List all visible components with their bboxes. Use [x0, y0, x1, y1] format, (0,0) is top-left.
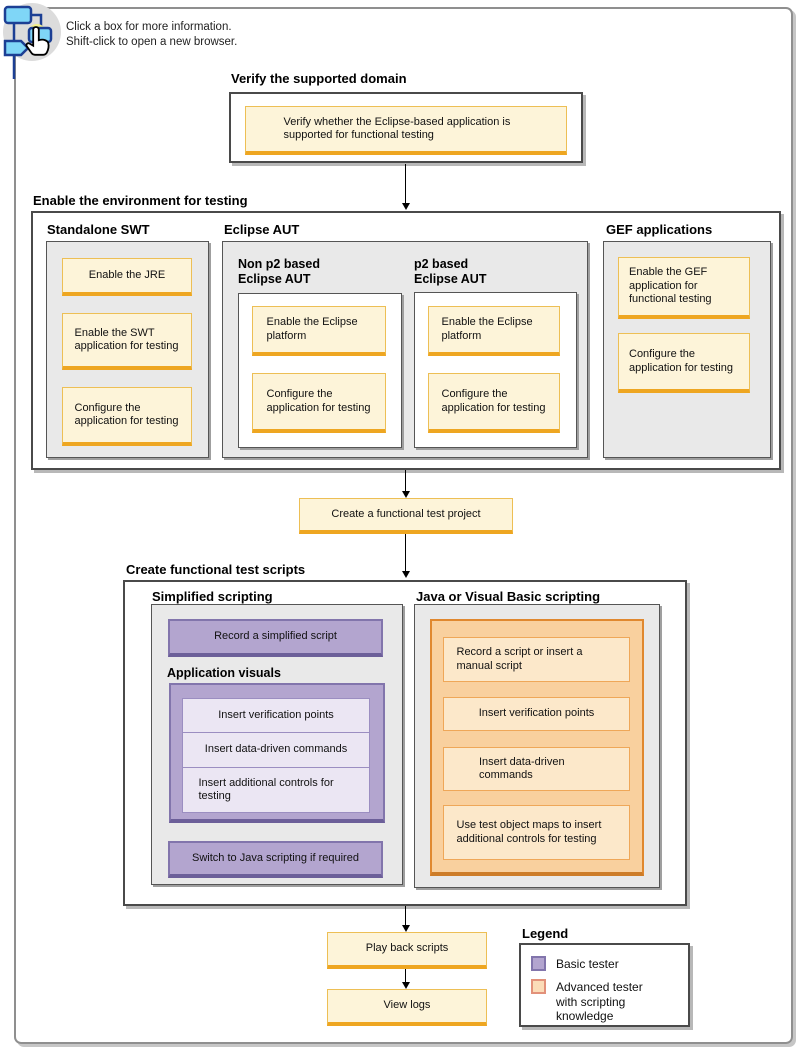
basic-tester-label: Basic tester [556, 957, 619, 971]
insert-verification-points-label: Insert verification points [218, 708, 334, 721]
instruction-line-1: Click a box for more information. [66, 21, 232, 33]
flow-arrow [405, 164, 406, 203]
gef-enable-label: Enable the GEF application for functional testing [629, 266, 712, 306]
swt-configure-app-label: Configure the application for testing [74, 401, 179, 427]
legend-title: Legend [522, 926, 569, 941]
flow-arrow [405, 906, 406, 925]
gef-configure-label: Configure the application for testing [629, 348, 733, 374]
non-p2-title: Non p2 based Eclipse AUT [238, 257, 320, 286]
java-vb-scripting-title: Java or Visual Basic scripting [416, 589, 601, 604]
gef-enable-box[interactable] [618, 257, 750, 319]
test-object-maps-label: Use test object maps to insert additional controls for testing [456, 819, 602, 845]
scripts-section-title: Create functional test scripts [126, 562, 306, 577]
java-insert-data-driven-box[interactable] [443, 747, 630, 791]
flow-arrow [405, 969, 406, 982]
switch-to-java-box[interactable] [168, 841, 383, 878]
flow-arrowhead [402, 491, 410, 498]
advanced-tester-swatch [531, 979, 546, 994]
swt-enable-app-label: Enable the SWT application for testing [74, 326, 179, 352]
p2-configure-box[interactable] [428, 373, 560, 433]
record-simplified-script-label: Record a simplified script [214, 630, 337, 643]
flow-arrow [405, 470, 406, 491]
application-visuals-title: Application visuals [167, 666, 281, 680]
insert-data-driven-commands-box[interactable] [182, 732, 370, 768]
flow-arrowhead [402, 982, 410, 989]
swt-enable-jre-box[interactable] [62, 258, 192, 296]
create-project-box[interactable] [299, 498, 513, 534]
standalone-swt-title: Standalone SWT [47, 222, 150, 237]
p2-title: p2 based Eclipse AUT [414, 257, 487, 286]
basic-tester-swatch [531, 956, 546, 971]
p2-enable-platform-box[interactable] [428, 306, 560, 356]
swt-enable-jre-label: Enable the JRE [88, 268, 166, 281]
non-p2-configure-label: Configure the application for testing [266, 388, 371, 414]
simplified-scripting-title: Simplified scripting [152, 589, 273, 604]
enable-section-title: Enable the environment for testing [33, 193, 248, 208]
flowchart-cursor-icon [1, 1, 65, 85]
insert-additional-controls-label: Insert additional controls for testing [198, 776, 334, 802]
insert-additional-controls-box[interactable] [182, 767, 370, 813]
advanced-tester-label: Advanced tester with scripting knowledge [556, 980, 643, 1023]
java-insert-data-driven-label: Insert data-driven commands [479, 755, 565, 781]
record-simplified-script-box[interactable] [168, 619, 383, 657]
record-script-label: Record a script or insert a manual script [456, 646, 583, 672]
swt-configure-app-box[interactable] [62, 387, 192, 446]
play-back-scripts-label: Play back scripts [365, 942, 449, 955]
java-insert-verification-points-box[interactable] [443, 697, 630, 731]
p2-configure-label: Configure the application for testing [441, 388, 546, 414]
flow-arrowhead [402, 203, 410, 210]
java-insert-verification-points-label: Insert verification points [478, 707, 595, 720]
switch-to-java-label: Switch to Java scripting if required [192, 851, 359, 864]
view-logs-box[interactable] [327, 989, 487, 1026]
verify-section-title: Verify the supported domain [231, 71, 407, 86]
verify-domain-box[interactable] [245, 106, 567, 155]
insert-verification-points-box[interactable] [182, 698, 370, 733]
flow-arrowhead [402, 925, 410, 932]
instruction-line-2: Shift-click to open a new browser. [66, 35, 238, 48]
p2-enable-platform-label: Enable the Eclipse platform [441, 316, 533, 342]
non-p2-enable-platform-label: Enable the Eclipse platform [266, 316, 358, 342]
flow-arrowhead [402, 571, 410, 578]
application-visuals-stack [182, 699, 370, 813]
test-object-maps-box[interactable] [443, 805, 630, 860]
play-back-scripts-box[interactable] [327, 932, 487, 969]
flow-arrow [405, 534, 406, 571]
gef-configure-box[interactable] [618, 333, 750, 393]
eclipse-aut-title: Eclipse AUT [224, 222, 300, 237]
non-p2-configure-box[interactable] [252, 373, 386, 433]
record-script-box[interactable] [443, 637, 630, 682]
non-p2-enable-platform-box[interactable] [252, 306, 386, 356]
verify-domain-label: Verify whether the Eclipse-based application is supported for functional testing [283, 115, 511, 141]
view-logs-label: View logs [383, 999, 431, 1012]
insert-data-driven-commands-label: Insert data-driven commands [204, 743, 348, 756]
create-project-label: Create a functional test project [331, 507, 481, 520]
gef-title: GEF applications [606, 222, 713, 237]
instruction-text [66, 20, 237, 49]
swt-enable-app-box[interactable] [62, 313, 192, 370]
